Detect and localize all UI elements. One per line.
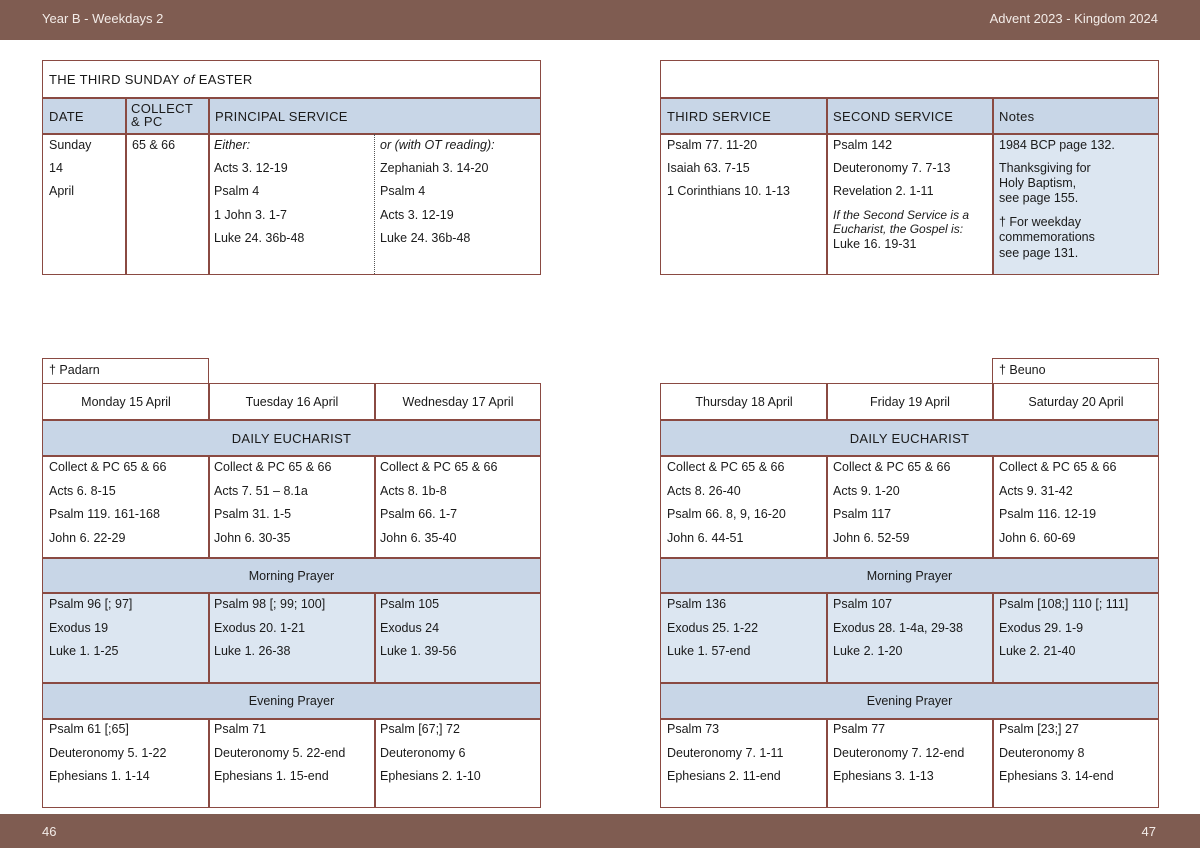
reading: Deuteronomy 8 bbox=[999, 746, 1085, 760]
reading: Psalm 136 bbox=[667, 597, 727, 611]
notes-line: Thanksgiving for bbox=[999, 161, 1091, 175]
principal-divider bbox=[374, 134, 375, 274]
reading: Psalm 77 bbox=[833, 722, 886, 736]
page-header bbox=[0, 0, 1200, 40]
third-line: Isaiah 63. 7-15 bbox=[667, 161, 750, 175]
reading: Exodus 19 bbox=[49, 621, 109, 635]
reading: Ephesians 3. 1-13 bbox=[833, 769, 934, 783]
reading: Psalm 61 [;65] bbox=[49, 722, 129, 736]
second-line: Deuteronomy 7. 7-13 bbox=[833, 161, 951, 175]
principal-b-line: Zephaniah 3. 14-20 bbox=[380, 161, 489, 175]
reading: Psalm [23;] 27 bbox=[999, 722, 1079, 736]
third-line: Psalm 77. 11-20 bbox=[667, 138, 758, 152]
notes-line: 1984 BCP page 132. bbox=[999, 138, 1115, 152]
reading: Psalm 73 bbox=[667, 722, 720, 736]
reading: Deuteronomy 6 bbox=[380, 746, 466, 760]
second-line: Psalm 142 bbox=[833, 138, 893, 152]
reading: Deuteronomy 7. 12-end bbox=[833, 746, 965, 760]
morning-label: Morning Prayer bbox=[248, 569, 335, 583]
third-line: 1 Corinthians 10. 1-13 bbox=[667, 184, 790, 198]
col-date: DATE bbox=[49, 109, 84, 124]
reading: Psalm 66. 8, 9, 16-20 bbox=[667, 507, 786, 521]
day-header: Friday 19 April bbox=[870, 395, 950, 409]
eucharist-label: DAILY EUCHARIST bbox=[231, 431, 352, 446]
principal-b-line: Luke 24. 36b-48 bbox=[380, 231, 471, 245]
page-number-left: 46 bbox=[42, 824, 57, 839]
commemoration-label: † Beuno bbox=[999, 363, 1046, 377]
day-header: Wednesday 17 April bbox=[402, 395, 514, 409]
reading: Luke 1. 57-end bbox=[667, 644, 751, 658]
reading: Luke 1. 1-25 bbox=[49, 644, 119, 658]
col-second: SECOND SERVICE bbox=[833, 109, 954, 124]
evening-label: Evening Prayer bbox=[866, 694, 953, 708]
reading: Collect & PC 65 & 66 bbox=[380, 460, 498, 474]
reading: Acts 9. 1-20 bbox=[833, 484, 900, 498]
reading: Exodus 29. 1-9 bbox=[999, 621, 1084, 635]
reading: Psalm 107 bbox=[833, 597, 893, 611]
morning-label: Morning Prayer bbox=[866, 569, 953, 583]
reading: John 6. 52-59 bbox=[833, 531, 910, 545]
reading: Luke 1. 39-56 bbox=[380, 644, 457, 658]
reading: Luke 2. 1-20 bbox=[833, 644, 903, 658]
reading: John 6. 44-51 bbox=[667, 531, 744, 545]
weekday-left-border bbox=[42, 383, 541, 808]
reading: Psalm 96 [; 97] bbox=[49, 597, 133, 611]
principal-a-line: 1 John 3. 1-7 bbox=[214, 208, 287, 222]
reading: Collect & PC 65 & 66 bbox=[49, 460, 167, 474]
day-header: Thursday 18 April bbox=[695, 395, 793, 409]
col-third: THIRD SERVICE bbox=[667, 109, 772, 124]
day-header: Tuesday 16 April bbox=[245, 395, 339, 409]
date-line: April bbox=[49, 184, 75, 198]
notes-line: see page 155. bbox=[999, 191, 1079, 205]
reading: Psalm 71 bbox=[214, 722, 267, 736]
notes-line: commemorations bbox=[999, 230, 1095, 244]
reading: Deuteronomy 5. 1-22 bbox=[49, 746, 167, 760]
notes-line: Holy Baptism, bbox=[999, 176, 1077, 190]
second-note: If the Second Service is a bbox=[833, 208, 970, 222]
principal-a-line: Luke 24. 36b-48 bbox=[214, 231, 305, 245]
principal-b-line: or (with OT reading): bbox=[380, 138, 495, 152]
col-principal: PRINCIPAL SERVICE bbox=[215, 109, 348, 124]
header-left: Year B - Weekdays 2 bbox=[42, 11, 164, 26]
weekday-right-border bbox=[660, 383, 1159, 808]
col-collect: COLLECT & PC bbox=[131, 101, 193, 129]
sunday-title: THE THIRD SUNDAY of EASTER bbox=[49, 72, 253, 87]
reading: Ephesians 2. 11-end bbox=[667, 769, 781, 783]
second-note: Eucharist, the Gospel is: bbox=[833, 222, 964, 236]
reading: Psalm 31. 1-5 bbox=[214, 507, 292, 521]
second-line: Revelation 2. 1-11 bbox=[833, 184, 934, 198]
reading: Psalm 119. 161-168 bbox=[49, 507, 160, 521]
page-footer bbox=[0, 814, 1200, 848]
reading: Acts 8. 1b-8 bbox=[380, 484, 447, 498]
reading: Acts 6. 8-15 bbox=[49, 484, 116, 498]
reading: Ephesians 1. 15-end bbox=[214, 769, 329, 783]
principal-a-line: Psalm 4 bbox=[214, 184, 260, 198]
reading: Luke 2. 21-40 bbox=[999, 644, 1076, 658]
notes-line: see page 131. bbox=[999, 246, 1079, 260]
reading: Deuteronomy 7. 1-11 bbox=[667, 746, 784, 760]
reading: Acts 7. 51 – 8.1a bbox=[214, 484, 308, 498]
principal-a-line: Either: bbox=[214, 138, 251, 152]
reading: Ephesians 3. 14-end bbox=[999, 769, 1114, 783]
reading: Psalm 105 bbox=[380, 597, 440, 611]
reading: John 6. 30-35 bbox=[214, 531, 291, 545]
collect-value: 65 & 66 bbox=[132, 138, 176, 152]
reading: Psalm [108;] 110 [; 111] bbox=[999, 597, 1129, 611]
reading: Psalm 117 bbox=[833, 507, 892, 521]
commemoration-label: † Padarn bbox=[49, 363, 100, 377]
reading: Collect & PC 65 & 66 bbox=[833, 460, 951, 474]
reading: Deuteronomy 5. 22-end bbox=[214, 746, 346, 760]
reading: John 6. 22-29 bbox=[49, 531, 126, 545]
reading: Psalm 116. 12-19 bbox=[999, 507, 1097, 521]
reading: Collect & PC 65 & 66 bbox=[667, 460, 785, 474]
reading: Acts 9. 31-42 bbox=[999, 484, 1073, 498]
reading: Exodus 24 bbox=[380, 621, 440, 635]
reading: Exodus 20. 1-21 bbox=[214, 621, 306, 635]
principal-a-line: Acts 3. 12-19 bbox=[214, 161, 288, 175]
reading: Psalm 66. 1-7 bbox=[380, 507, 458, 521]
eucharist-label: DAILY EUCHARIST bbox=[849, 431, 970, 446]
reading: Acts 8. 26-40 bbox=[667, 484, 741, 498]
notes-line: † For weekday bbox=[999, 215, 1081, 229]
evening-label: Evening Prayer bbox=[248, 694, 335, 708]
date-line: 14 bbox=[49, 161, 63, 175]
reading: Collect & PC 65 & 66 bbox=[999, 460, 1117, 474]
day-header: Saturday 20 April bbox=[1028, 395, 1124, 409]
reading: Exodus 25. 1-22 bbox=[667, 621, 759, 635]
page-number-right: 47 bbox=[1141, 824, 1156, 839]
principal-b-line: Psalm 4 bbox=[380, 184, 426, 198]
reading: Ephesians 1. 1-14 bbox=[49, 769, 150, 783]
reading: John 6. 60-69 bbox=[999, 531, 1076, 545]
day-header: Monday 15 April bbox=[81, 395, 171, 409]
reading: John 6. 35-40 bbox=[380, 531, 457, 545]
principal-b-line: Acts 3. 12-19 bbox=[380, 208, 454, 222]
reading: Luke 1. 26-38 bbox=[214, 644, 291, 658]
reading: Collect & PC 65 & 66 bbox=[214, 460, 332, 474]
col-notes: Notes bbox=[999, 109, 1035, 124]
second-gospel: Luke 16. 19-31 bbox=[833, 237, 917, 251]
date-line: Sunday bbox=[49, 138, 92, 152]
header-right: Advent 2023 - Kingdom 2024 bbox=[989, 11, 1158, 26]
reading: Ephesians 2. 1-10 bbox=[380, 769, 481, 783]
reading: Psalm [67;] 72 bbox=[380, 722, 460, 736]
reading: Psalm 98 [; 99; 100] bbox=[214, 597, 326, 611]
reading: Exodus 28. 1-4a, 29-38 bbox=[833, 621, 963, 635]
